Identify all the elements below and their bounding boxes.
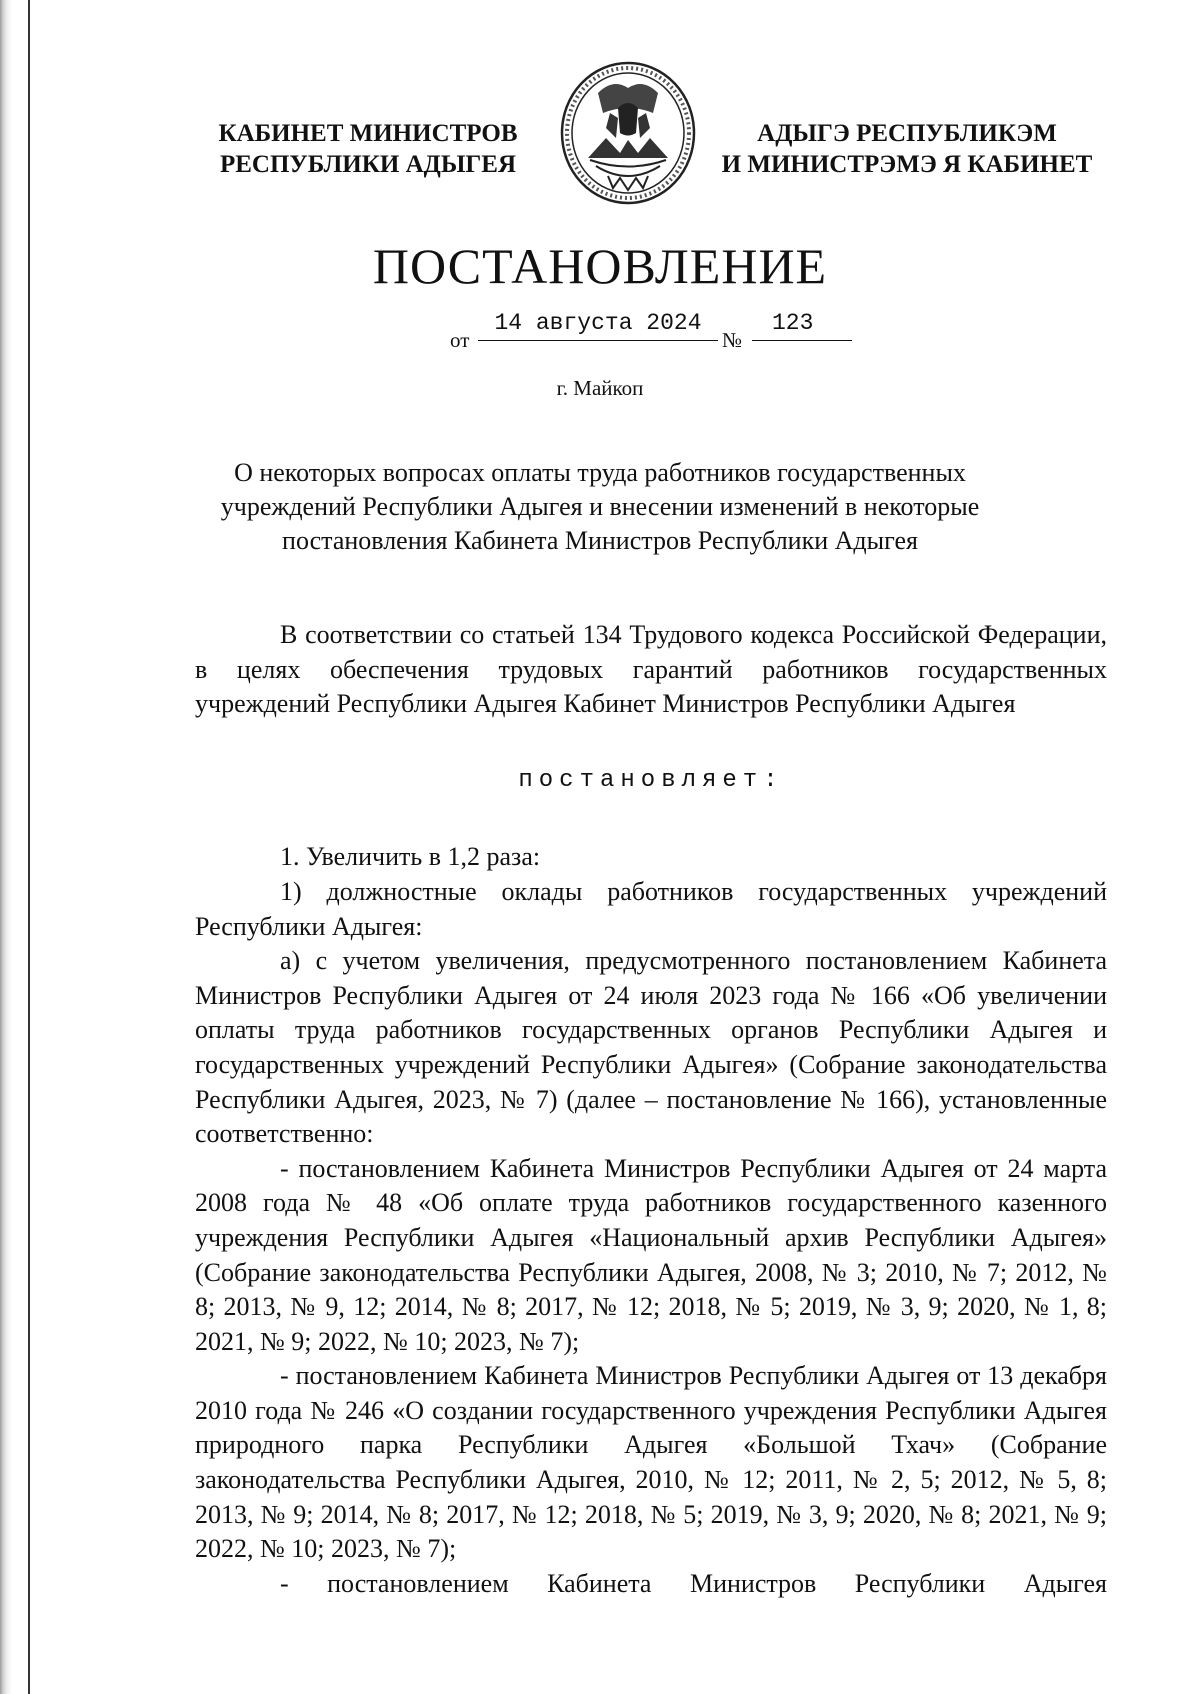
title-line3: постановления Кабинета Министров Республики Адыгея [282, 526, 918, 555]
header-right-org-name [712, 118, 1102, 180]
city-label: г. Майкоп [556, 376, 644, 400]
list-item-resolution-48: - постановлением Кабинета Министров Республики Адыгея от 24 марта 2008 года № 48 «Об оплате труда работников государственного казенного учреждения Республики Адыгея «Национальный архив Республики Адыгея» (Собрание законодательства Республики Адыгея, 2008, № 3; 2010, № 7; 2012, № 8; 2013, № 9, 12; 2014, № 8; 2017, № 12; 2018, № 5; 2019, № 3, 9; 2020, № 1, 8; 2021, № 9; 2022, № 10; 2023, № 7); [195, 1153, 1107, 1356]
document-body [195, 618, 1107, 1601]
document-date: 14 августа 2024 [478, 310, 718, 341]
paragraph-1-1: 1) должностные оклады работников государственных учреждений Республики Адыгея: [195, 876, 1107, 941]
republic-emblem-icon [558, 58, 698, 208]
title-line1: О некоторых вопросах оплаты труда работников государственных [234, 458, 966, 487]
number-sign-label: № [722, 328, 743, 352]
date-prefix-label: от [450, 328, 470, 352]
date-number-line [0, 310, 1200, 350]
header-left-line1: КАБИНЕТ МИНИСТРОВ [218, 120, 518, 147]
resolution-word: постановляет: [518, 766, 784, 794]
document-number: 123 [752, 310, 852, 341]
paragraph-1-1-a: а) с учетом увеличения, предусмотренного постановлением Кабинета Министров Республики Адыгея от 24 июля 2023 года № 166 «Об увеличении оплаты труда работников государственных органов Республики Адыгея и государственных учреждений Республики Адыгея» (Собрание законодательства Республики Адыгея, 2023, № 7) (далее – постановление № 166), установленные соответственно: [195, 946, 1107, 1149]
title-line2: учреждений Республики Адыгея и внесении изменений в некоторые [220, 492, 980, 521]
document-title [200, 456, 1000, 558]
paragraph-1: 1. Увеличить в 1,2 раза: [280, 842, 541, 872]
header-right-line1: АДЫГЭ РЕСПУБЛИКЭМ [757, 120, 1057, 147]
header-left-org-name [208, 118, 528, 180]
list-item-resolution-next: - постановлением Кабинета Министров Республики Адыгея [280, 1568, 1107, 1598]
document-type-heading: ПОСТАНОВЛЕНИЕ [372, 238, 828, 294]
list-item-resolution-246: - постановлением Кабинета Министров Республики Адыгея от 13 декабря 2010 года № 246 «О создании государственного учреждения Республики Адыгея природного парка Республики Адыгея «Большой Тхач» (Собрание законодательства Республики Адыгея, 2010, № 12; 2011, № 2, 5; 2012, № 5, 8; 2013, № 9; 2014, № 8; 2017, № 12; 2018, № 5; 2019, № 3, 9; 2020, № 8; 2021, № 9; 2022, № 10; 2023, № 7); [195, 1361, 1107, 1564]
header-right-line2: И МИНИСТРЭМЭ Я КАБИНЕТ [721, 151, 1093, 178]
header-left-line2: РЕСПУБЛИКИ АДЫГЕЯ [219, 151, 517, 178]
intro-paragraph: В соответствии со статьей 134 Трудового кодекса Российской Федерации, в целях обеспечения трудовых гарантий работников государственных учреждений Республики Адыгея Кабинет Министров Республики Адыгея [195, 620, 1107, 719]
